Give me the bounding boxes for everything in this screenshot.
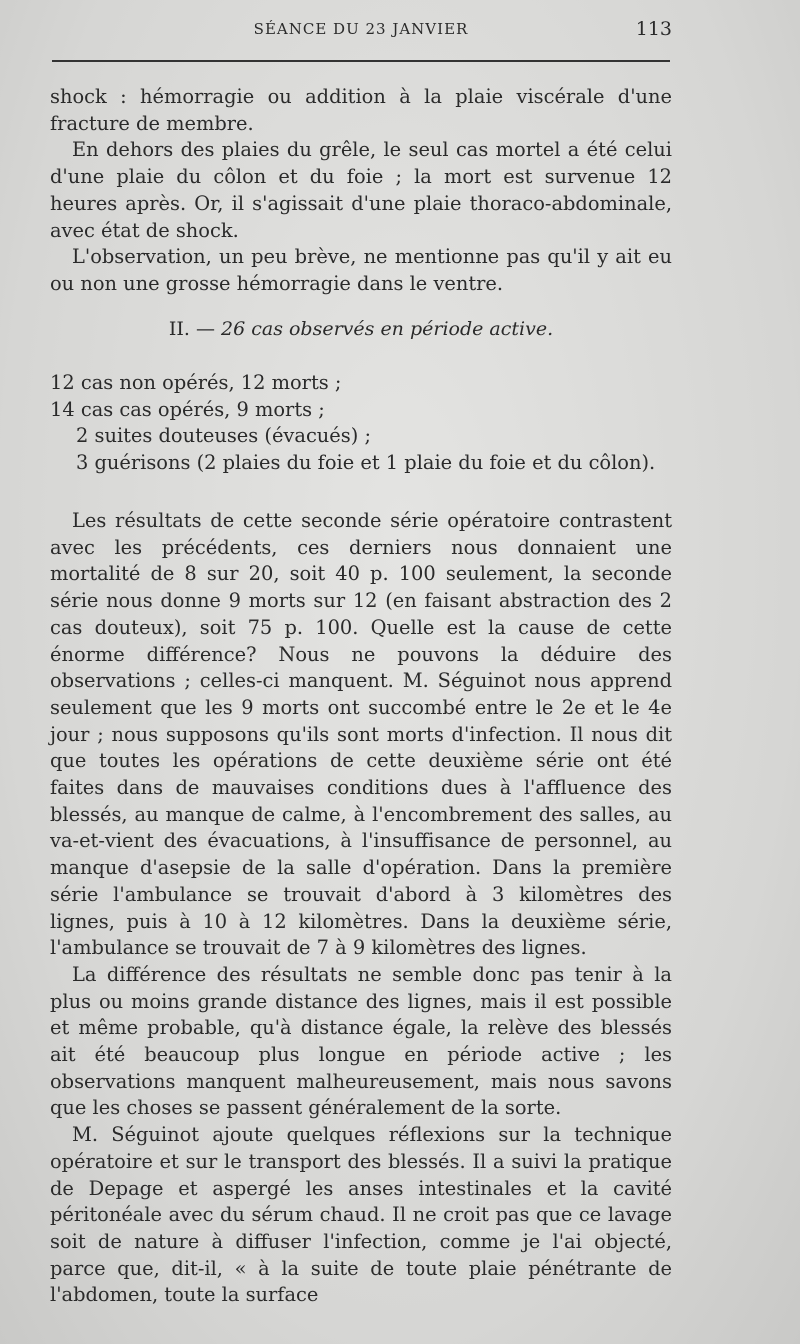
running-title: SÉANCE DU 23 JANVIER [253,20,469,38]
list-item: 2 suites douteuses (évacués) ; [76,424,371,447]
bottom-text [50,508,672,1309]
paragraph-continuation: shock : hémorragie ou addition à la plaie viscérale d'une fracture de membre. [50,85,672,135]
paragraph-technique: M. Séguinot ajoute quelques réflexions sur la technique opératoire et sur le transport des blessés. Il a suivi la pratique de Depage et aspergé les anses intestinales et la cavité péritonéale avec du sérum chaud. Il ne croit pas que ce lavage soit de nature à diffuser l'infection, comme je l'ai objecté, parce que, dit-il, « à la suite de toute plaie pénétrante de l'abdomen, toute la surface [50,1123,672,1307]
list-item: 3 guérisons (2 plaies du foie et 1 plaie du foie et du côlon). [76,450,656,474]
section-title: 26 cas observés en période active. [221,318,554,340]
paragraph-observation: L'observation, un peu brève, ne mentionne pas qu'il y ait eu ou non une grosse hémorragie dans le ventre. [50,245,672,295]
header-rule [52,60,670,62]
page-number: 113 [635,18,672,40]
section-heading [50,318,672,340]
paragraph-grele: En dehors des plaies du grêle, le seul cas mortel a été celui d'une plaie du côlon et du foie ; la mort est survenue 12 heures après. Or, il s'agissait d'une plaie thoraco-abdominale, avec état de shock. [50,138,672,242]
page-header [50,18,672,48]
results-list [50,370,690,476]
paragraph-results: Les résultats de cette seconde série opératoire contrastent avec les précédents, ces derniers nous donnaient une mortalité de 8 sur 20, soit 40 p. 100 seulement, la seconde série nous donne 9 morts sur 12 (en faisant abstraction des 2 cas douteux), soit 75 p. 100. Quelle est la cause de cette énorme différence? Nous ne pouvons la déduire des observations ; celles-ci manquent. M. Séguinot nous apprend seulement que les 9 morts ont succombé entre le 2e et le 4e jour ; nous supposons qu'ils sont morts d'infection. Il nous dit que toutes les opérations de cette deuxième série ont été faites dans de mauvaises conditions dues à l'affluence des blessés, au manque de calme, à l'encombrement des salles, au va-et-vient des évacuations, à l'insuffisance de personnel, au manque d'asepsie de la salle d'opération. Dans la première série l'ambulance se trouvait d'abord à 3 kilomètres des lignes, puis à 10 à 12 kilomètres. Dans la deuxième série, l'ambulance se trouvait de 7 à 9 kilomètres des lignes. [50,509,672,960]
paragraph-difference: La différence des résultats ne semble donc pas tenir à la plus ou moins grande distance des lignes, mais il est possible et même probable, qu'à distance égale, la relève des blessés ait été beaucoup plus longue en période active ; les observations manquent malheureusement, mais nous savons que les choses se passent généralement de la sorte. [50,962,672,1120]
top-text [50,84,672,298]
list-item: 12 cas non opérés, 12 morts ; [50,371,342,394]
list-item: 14 cas cas opérés, 9 morts ; [50,397,325,421]
section-number: II. — [168,318,215,340]
